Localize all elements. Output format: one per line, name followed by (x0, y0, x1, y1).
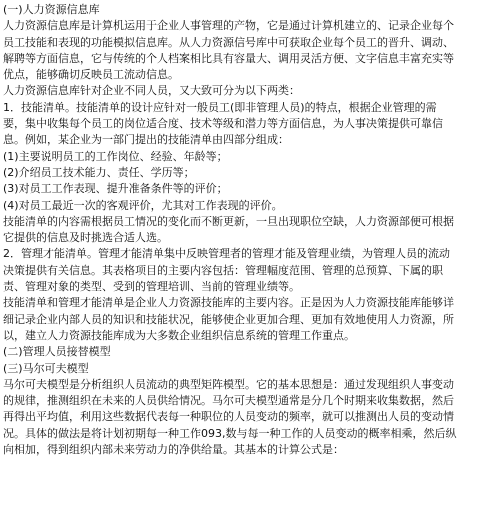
paragraph-line: 再得出平均值，利用这些数据代表每一种职位的人员变动的频率，就可以推测出人员的变动情 (3, 410, 454, 424)
list-item: (4)对员工最近一次的客观评价，尤其对工作表现的评价。 (3, 198, 283, 212)
paragraph-line: 人力资源信息库针对企业不同人员，又大致可分为以下两类： (3, 84, 300, 98)
paragraph-line: 向相加，得到组织内部未来劳动力的净供给量。其基本的计算公式是： (3, 443, 344, 457)
paragraph-line: 解聘等方面信息，它与传统的个人档案相比具有容量大、调用灵活方便、文字信息丰富充实等 (3, 51, 454, 65)
paragraph-line: 员工技能和表现的功能模拟信息库。从人力资源信号库中可获取企业每个员工的晋升、调动、 (3, 35, 454, 49)
paragraph-line: 它提供的信息及时挑选合适人选。 (3, 231, 168, 245)
paragraph-line: 2．管理才能清单。管理才能清单集中反映管理者的管理才能及管理业绩，为管理人员的流动 (3, 247, 450, 261)
paragraph-line: 优点，能够确切反映员工流动信息。 (3, 68, 179, 82)
list-item: (3)对员工工作表现、提升准备条件等的评价； (3, 182, 228, 196)
paragraph-line: 要，集中收集每个员工的岗位适合度、技术等级和潜力等方面信息，为人事决策提供可靠信 (3, 117, 443, 131)
paragraph-line: 马尔可夫模型是分析组织人员流动的典型矩阵模型。它的基本思想是：通过发现组织人事变动 (3, 377, 454, 391)
paragraph-line: 的规律，推测组织在未来的人员供给情况。马尔可夫模型通常是分几个时期来收集数据，然后 (3, 394, 454, 408)
paragraph-line: 技能清单的内容需根据员工情况的变化而不断更新，一旦出现职位空缺，人力资源部便可根据 (3, 214, 454, 228)
paragraph-line: 1．技能清单。技能清单的设计应针对一般员工(即非管理人员)的特点，根据企业管理的需 (3, 100, 437, 114)
paragraph-line: 人力资源信息库是计算机运用于企业人事管理的产物，它是通过计算机建立的、记录企业每个 (3, 19, 454, 33)
paragraph-line: 责、管理对象的类型、受到的管理培训、当前的管理业绩等。 (3, 280, 300, 294)
section-heading-hr-database: (一)人力资源信息库 (3, 3, 100, 16)
section-heading-markov-model: (三)马尔可夫模型 (3, 361, 89, 375)
paragraph-line: 况。具体的做法是将计划初期每一种工作093,数与每一种工作的人员变动的概率相乘，然后纵 (3, 426, 457, 440)
section-heading-succession-model: (二)管理人员接替模型 (3, 345, 111, 359)
paragraph-line: 以，建立人力资源技能库成为大多数企业组织信息系统的管理工作重点。 (3, 328, 355, 342)
paragraph-line: 决策提供有关信息。其表格项目的主要内容包括：管理幅度范围、管理的总预算、下属的职 (3, 263, 443, 277)
paragraph-line: 技能清单和管理才能清单是企业人力资源技能库的主要内容。正是因为人力资源技能库能够详 (3, 296, 454, 310)
list-item: (2)介绍员工技术能力、责任、学历等； (3, 165, 195, 179)
paragraph-line: 息。例如，某企业为一部门提出的技能清单由四部分组成： (3, 133, 289, 147)
list-item: (1)主要说明员工的工作岗位、经验、年龄等； (3, 149, 228, 163)
paragraph-line: 细记录企业内部人员的知识和技能状况，能够使企业更加合理、更加有效地使用人力资源，所 (3, 312, 454, 326)
